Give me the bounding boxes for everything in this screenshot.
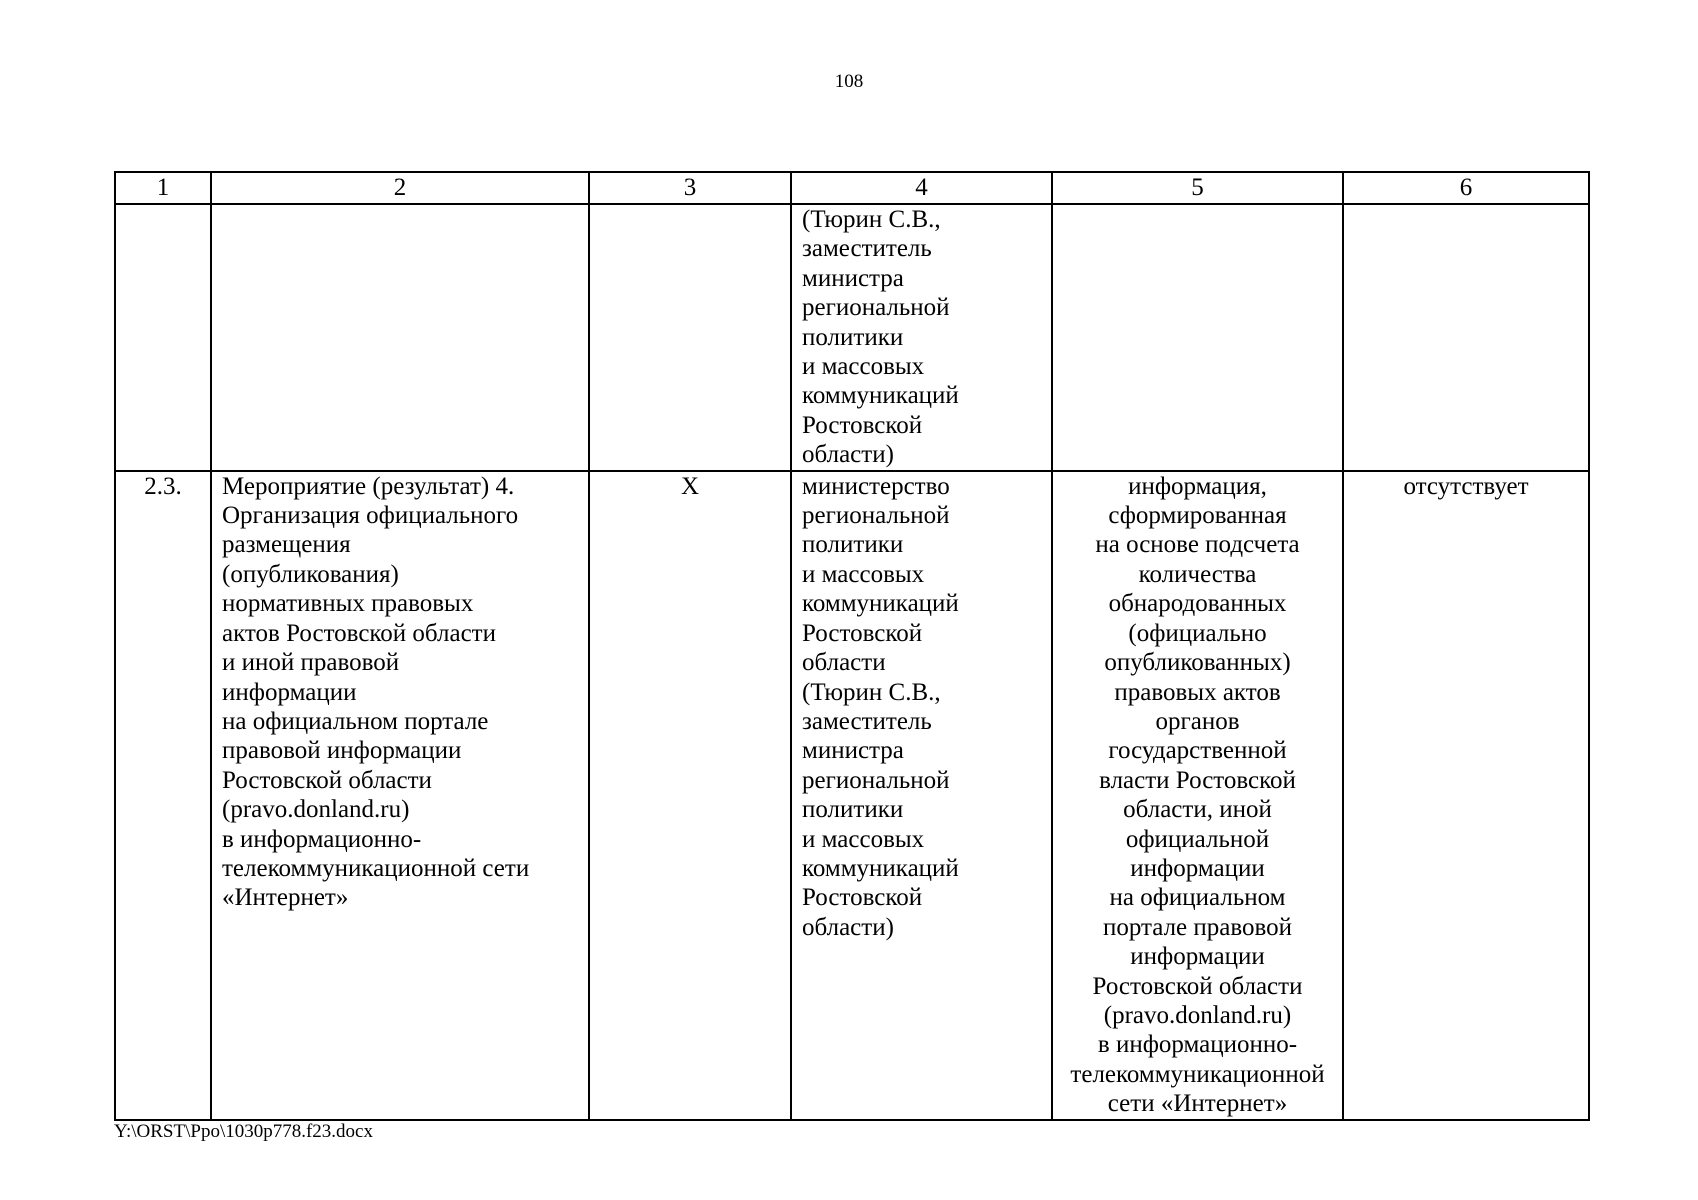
header-cell-2: 2 [211,172,589,204]
row1-col6-cell [1343,204,1589,471]
header-cell-3: 3 [589,172,791,204]
row1-col3-cell [589,204,791,471]
header-cell-1: 1 [115,172,211,204]
footer-file-path: Y:\ORST\Ppo\1030p778.f23.docx [114,1121,373,1142]
row2-status-cell: отсутствует [1343,471,1589,1120]
row1-col5-cell [1052,204,1343,471]
row2-x-mark-cell: X [589,471,791,1120]
table-row [115,471,1589,1120]
page-number: 108 [834,71,864,92]
row2-event-name-cell: Мероприятие (результат) 4. Организация официального размещения (опубликования) нормативных правовых актов Ростовской области и иной правовой информации на официальном портале правовой информации Ростовской области (pravo.donland.ru) в информационно- телекоммуникационной сети «Интернет» [211,471,589,1120]
row1-number-cell [115,204,211,471]
table-row [115,204,1589,471]
document-table [114,171,1590,1121]
table-header-row [115,172,1589,204]
row2-responsible-cell: министерство региональной политики и массовых коммуникаций Ростовской области (Тюрин С.В., заместитель министра региональной политики и массовых коммуникаций Ростовской области) [791,471,1052,1120]
header-cell-6: 6 [1343,172,1589,204]
header-cell-5: 5 [1052,172,1343,204]
row1-responsible-cell: (Тюрин С.В., заместитель министра региональной политики и массовых коммуникаций Ростовской области) [791,204,1052,471]
row2-number-cell: 2.3. [115,471,211,1120]
row2-information-cell: информация, сформированная на основе подсчета количества обнародованных (официально опубликованных) правовых актов органов государственной власти Ростовской области, иной официальной информации на официальном портале правовой информации Ростовской области (pravo.donland.ru) в информационно- телекоммуникационной сети «Интернет» [1052,471,1343,1120]
row1-name-cell [211,204,589,471]
header-cell-4: 4 [791,172,1052,204]
